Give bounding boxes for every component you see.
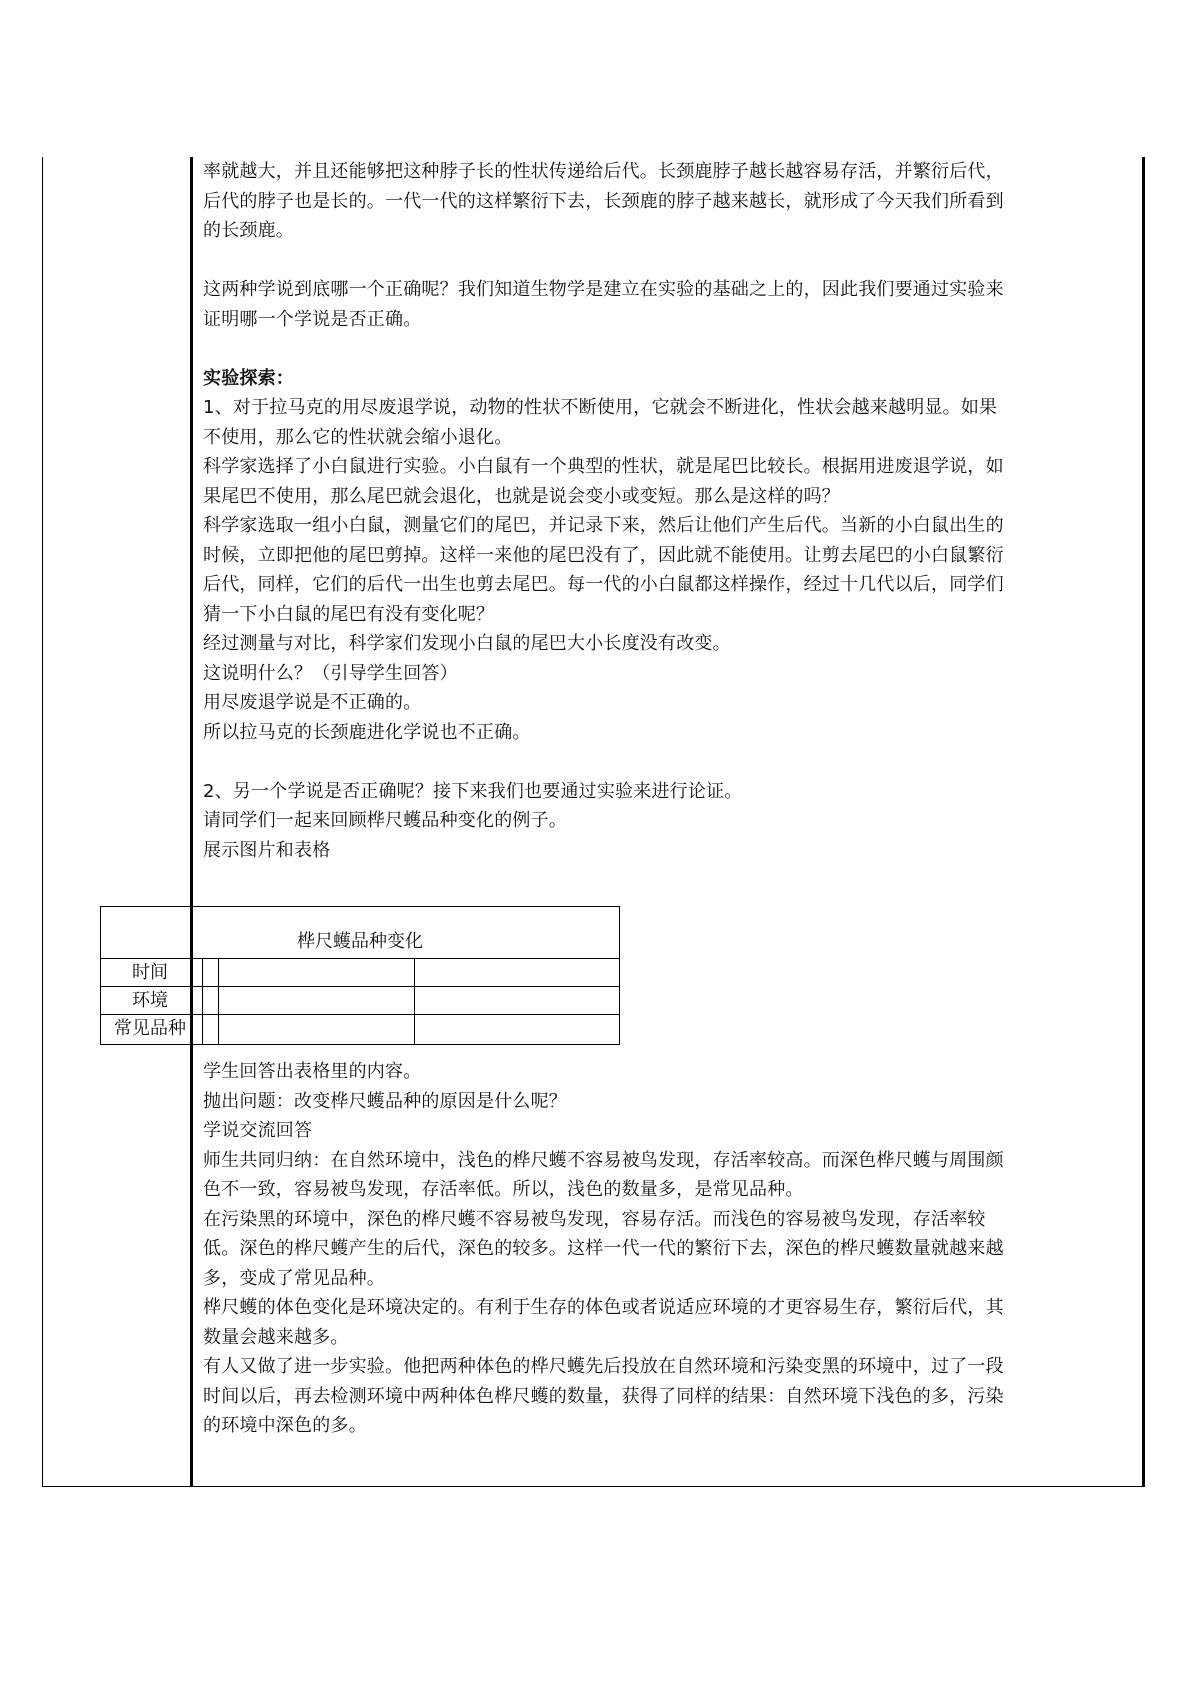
text-line: 1、对于拉马克的用尽废退学说，动物的性状不断使用，它就会不断进化，性状会越来越明显。如果 [203,397,998,418]
text-line: 率就越大，并且还能够把这种脖子长的性状传递给后代。长颈鹿脖子越长越容易存活，并繁衍后代， [203,161,1004,182]
text-line: 师生共同归纳：在自然环境中，浅色的桦尺蠖不容易被鸟发现，存活率较高。而深色桦尺蠖与周围颜 [203,1149,1004,1171]
text-line: 这说明什么？（引导学生回答） [203,662,458,684]
text-line: 科学家选取一组小白鼠，测量它们的尾巴，并记录下来，然后让他们产生后代。当新的小白鼠出生的 [203,515,1004,536]
text-line: 多，变成了常见品种。 [203,1267,385,1289]
table-row-label: 常见品种 [114,1018,186,1039]
text-line: 学生回答出表格里的内容。 [203,1061,422,1082]
blank-line [203,334,1133,364]
blank-line [203,246,1133,276]
table-divider [100,1014,620,1015]
table-divider [218,958,219,1045]
text-line: 桦尺蠖的体色变化是环境决定的。有利于生存的体色或者说适应环境的才更容易生存，繁衍后代，其 [203,1297,1004,1318]
text-line: 数量会越来越多。 [203,1326,349,1348]
text-line: 时间以后，再去检测环境中两种体色桦尺蠖的数量，获得了同样的结果：自然环境下浅色的多，污染 [203,1385,1004,1407]
table-divider [100,986,620,987]
text-line: 经过测量与对比，科学家们发现小白鼠的尾巴大小长度没有改变。 [203,633,731,654]
text-line: 不使用，那么它的性状就会缩小退化。 [203,426,513,448]
table-divider [100,958,620,959]
text-line: 后代，同样，它们的后代一出生也剪去尾巴。每一代的小白鼠都这样操作，经过十几代以后，同学们 [203,574,1004,595]
text-line: 这两种学说到底哪一个正确呢？我们知道生物学是建立在实验的基础之上的，因此我们要通过实验来 [203,279,1004,300]
text-line: 所以拉马克的长颈鹿进化学说也不正确。 [203,721,531,743]
text-line: 学说交流回答 [203,1120,313,1141]
text-line: 低。深色的桦尺蠖产生的后代，深色的较多。这样一代一代的繁衍下去，深色的桦尺蠖数量就越来越 [203,1238,1004,1259]
text-line: 请同学们一起来回顾桦尺蠖品种变化的例子。 [203,810,567,831]
text-line: 的环境中深色的多。 [203,1415,367,1436]
table-row-label: 时间 [132,962,168,983]
table-divider [414,958,415,1045]
text-line: 2、另一个学说是否正确呢？接下来我们也要通过实验来进行论证。 [203,780,743,802]
text-line: 抛出问题：改变桦尺蠖品种的原因是什么呢？ [203,1090,567,1112]
text-line: 科学家选择了小白鼠进行实验。小白鼠有一个典型的性状，就是尾巴比较长。根据用进废退学说，如 [203,456,1004,477]
lesson-body-top [203,157,1133,865]
text-line: 后代的脖子也是长的。一代一代的这样繁衍下去，长颈鹿的脖子越来越长，就形成了今天我们所看到 [203,190,1004,212]
text-line: 的长颈鹿。 [203,220,294,241]
column-divider [190,157,193,1487]
text-line: 果尾巴不使用，那么尾巴就会退化，也就是说会变小或变短。那么是这样的吗？ [203,485,840,507]
text-line: 展示图片和表格 [203,839,331,861]
table-divider [190,906,191,958]
section-heading: 实验探索： [203,367,294,389]
text-line: 在污染黑的环境中，深色的桦尺蠖不容易被鸟发现，容易存活。而浅色的容易被鸟发现，存活率较 [203,1208,986,1230]
text-line: 时候，立即把他的尾巴剪掉。这样一来他的尾巴没有了，因此就不能使用。让剪去尾巴的小白鼠繁衍 [203,544,1004,566]
text-line: 猜一下小白鼠的尾巴有没有变化呢？ [203,603,495,625]
text-line: 有人又做了进一步实验。他把两种体色的桦尺蠖先后投放在自然环境和污染变黑的环境中，过了一段 [203,1356,1004,1377]
text-line: 色不一致，容易被鸟发现，存活率低。所以，浅色的数量多，是常见品种。 [203,1179,804,1200]
text-line: 用尽废退学说是不正确的。 [203,692,422,713]
peppered-moth-table-title: 桦尺蠖品种变化 [297,931,423,952]
table-row-label: 环境 [132,990,168,1011]
lesson-body-bottom [203,1057,1133,1441]
table-divider [202,958,203,1045]
text-line: 证明哪一个学说是否正确。 [203,308,422,330]
blank-line [203,747,1133,777]
